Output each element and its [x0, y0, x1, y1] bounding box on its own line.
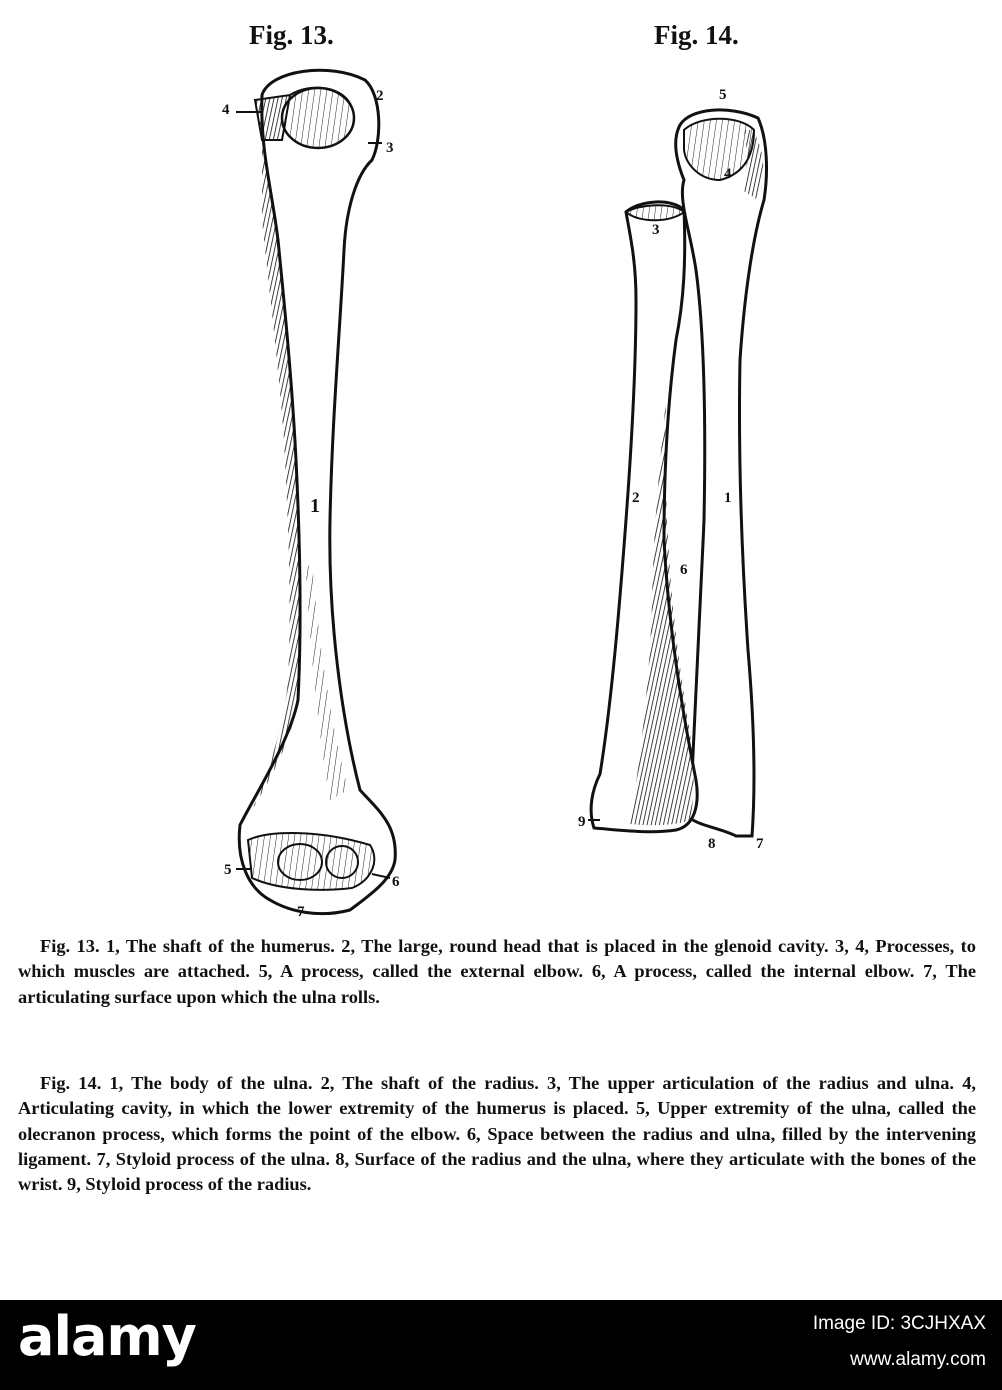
fig13-label-3: 3: [386, 140, 394, 156]
fig14-label-3: 3: [652, 222, 660, 238]
fig14-label-4: 4: [724, 166, 732, 182]
radius-ulna-drawing: [588, 110, 766, 836]
fig14-label-2: 2: [632, 490, 640, 506]
watermark-image-id: Image ID: 3CJHXAX: [812, 1313, 986, 1334]
fig14-label-9: 9: [578, 814, 586, 830]
fig14-label-8: 8: [708, 836, 716, 852]
figure-14-title: Fig. 14.: [654, 20, 739, 50]
fig14-label-5: 5: [719, 87, 727, 103]
fig13-label-5: 5: [224, 862, 232, 878]
fig14-label-6: 6: [680, 562, 688, 578]
fig13-label-2: 2: [376, 88, 384, 104]
watermark-url: www.alamy.com: [850, 1349, 986, 1370]
figure-14-caption: Fig. 14. 1, The body of the ulna. 2, The shaft of the radius. 3, The upper articulation of the radius and ulna. 4, Articulating cavity, in which the lower extremity of the humerus is placed. 5, Upper extremity of the ulna, called the olecranon process, which forms the point of the elbow. 6, Space between the radius and ulna, filled by the intervening ligament. 7, Styloid process of the ulna. 8, Surface of the radius and the ulna, where they articulate with the bones of the wrist. 9, Styloid process of the radius.: [18, 1073, 976, 1195]
fig13-label-4: 4: [222, 102, 230, 118]
figure-13-caption: Fig. 13. 1, The shaft of the humerus. 2, The large, round head that is placed in the glenoid cavity. 3, 4, Processes, to which muscles are attached. 5, A process, called the external elbow. 6, A process, called the internal elbow. 7, The articulating surface upon which the ulna rolls.: [18, 936, 976, 1007]
fig13-label-1: 1: [310, 495, 320, 517]
fig13-label-7: 7: [297, 904, 305, 920]
fig14-label-7: 7: [756, 836, 764, 852]
humerus-drawing: [236, 70, 395, 913]
watermark-logo: alamy: [18, 1305, 196, 1368]
figure-13-title: Fig. 13.: [249, 20, 334, 50]
fig13-label-6: 6: [392, 874, 400, 890]
fig14-label-1: 1: [724, 490, 732, 506]
